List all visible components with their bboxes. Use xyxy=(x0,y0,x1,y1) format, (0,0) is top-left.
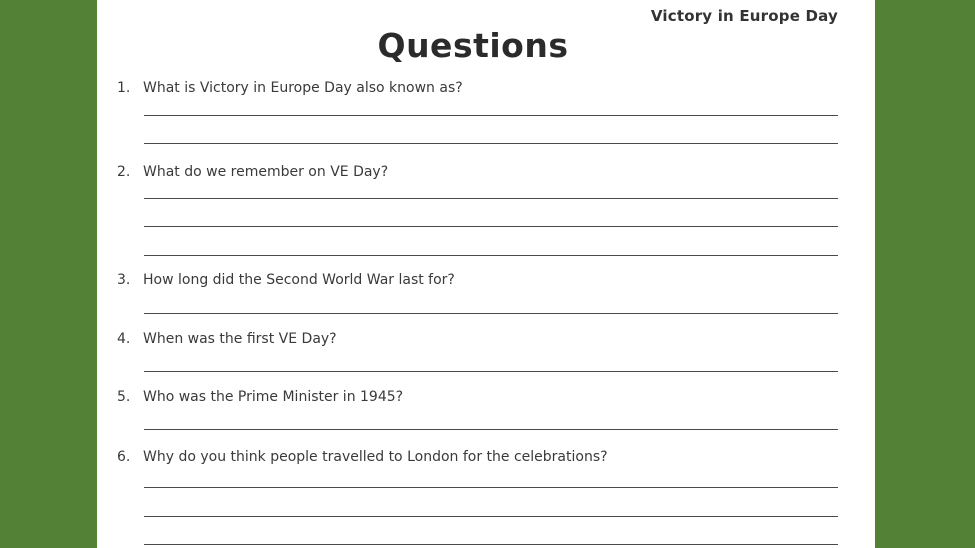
page-title: Questions xyxy=(377,26,569,65)
question-number: 6. xyxy=(117,449,131,465)
question-text: When was the first VE Day? xyxy=(143,331,337,347)
answer-line[interactable] xyxy=(144,313,838,314)
question-number: 1. xyxy=(117,80,131,96)
question-text: Who was the Prime Minister in 1945? xyxy=(143,389,404,405)
worksheet-page xyxy=(97,0,875,548)
question-number: 5. xyxy=(117,389,131,405)
answer-line[interactable] xyxy=(144,143,838,144)
question-text: What do we remember on VE Day? xyxy=(143,164,389,180)
answer-line[interactable] xyxy=(144,226,838,227)
question-text: How long did the Second World War last for? xyxy=(143,272,455,288)
answer-line[interactable] xyxy=(144,429,838,430)
question-number: 2. xyxy=(117,164,131,180)
answer-line[interactable] xyxy=(144,487,838,488)
answer-line[interactable] xyxy=(144,115,838,116)
answer-line[interactable] xyxy=(144,198,838,199)
question-text: What is Victory in Europe Day also known as? xyxy=(143,80,463,96)
question-number: 4. xyxy=(117,331,131,347)
worksheet-topic: Victory in Europe Day xyxy=(650,7,838,25)
answer-line[interactable] xyxy=(144,255,838,256)
question-text: Why do you think people travelled to London for the celebrations? xyxy=(143,449,608,465)
question-number: 3. xyxy=(117,272,131,288)
answer-line[interactable] xyxy=(144,371,838,372)
answer-line[interactable] xyxy=(144,544,838,545)
answer-line[interactable] xyxy=(144,516,838,517)
